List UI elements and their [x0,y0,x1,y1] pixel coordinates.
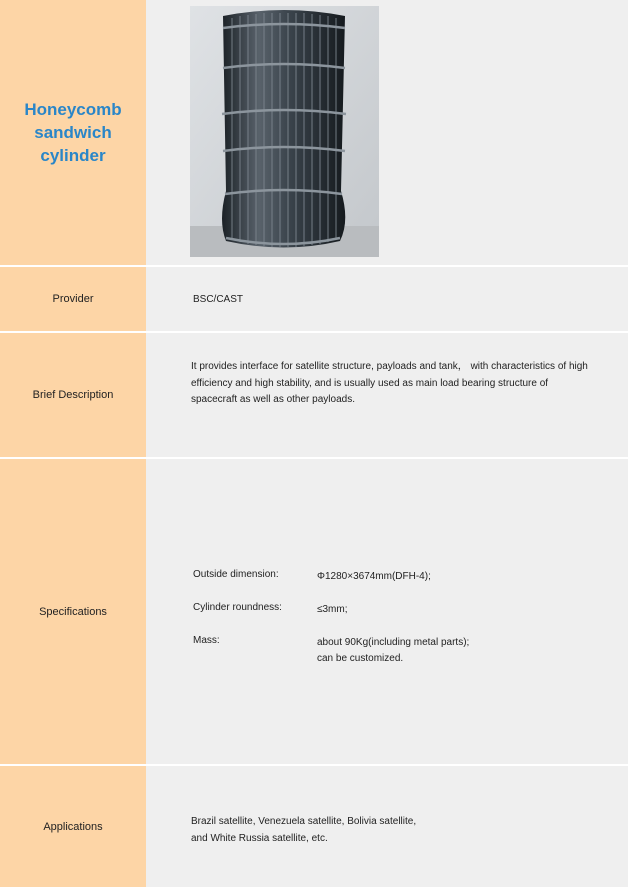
brief-cell [146,333,628,457]
brief-label: Brief Description [0,333,146,457]
spec-key: Cylinder roundness: [193,602,282,613]
specs-row [0,459,628,764]
applications-text [191,813,491,847]
product-title: Honeycomb sandwich cylinder [24,100,122,165]
applications-line-2: and White Russia satellite, etc. [191,833,328,844]
spec-value: ≤3mm; [317,604,348,615]
spec-value: Φ1280×3674mm(DFH-4); [317,571,431,582]
mass-line-1: about 90Kg(including metal parts); [317,637,470,648]
spec-value [317,635,469,667]
applications-cell [146,766,628,887]
brief-row [0,333,628,457]
photo-cell [146,0,628,265]
applications-label: Applications [0,766,146,887]
provider-cell [146,267,628,331]
spec-key: Outside dimension: [193,569,279,580]
brief-text: It provides interface for satellite structure, payloads and tank， with characteristics of high efficiency and high stability, and is usually used as main load bearing structure of spacecraft as well as other payloads. [191,361,588,405]
provider-value: BSC/CAST [193,294,244,305]
specs-cell [146,459,628,764]
spec-outside [193,569,431,585]
provider-label: Provider [0,267,146,331]
applications-line-1: Brazil satellite, Venezuela satellite, Bolivia satellite, [191,816,417,827]
title-cell [0,0,146,265]
specs-label: Specifications [0,459,146,764]
provider-row [0,267,628,331]
mass-line-2: can be customized. [317,653,404,664]
spec-key: Mass: [193,635,220,646]
title-row [0,0,628,265]
applications-row [0,766,628,887]
spec-mass [193,635,469,667]
cylinder-photo [190,6,379,257]
spec-roundness [193,602,348,618]
